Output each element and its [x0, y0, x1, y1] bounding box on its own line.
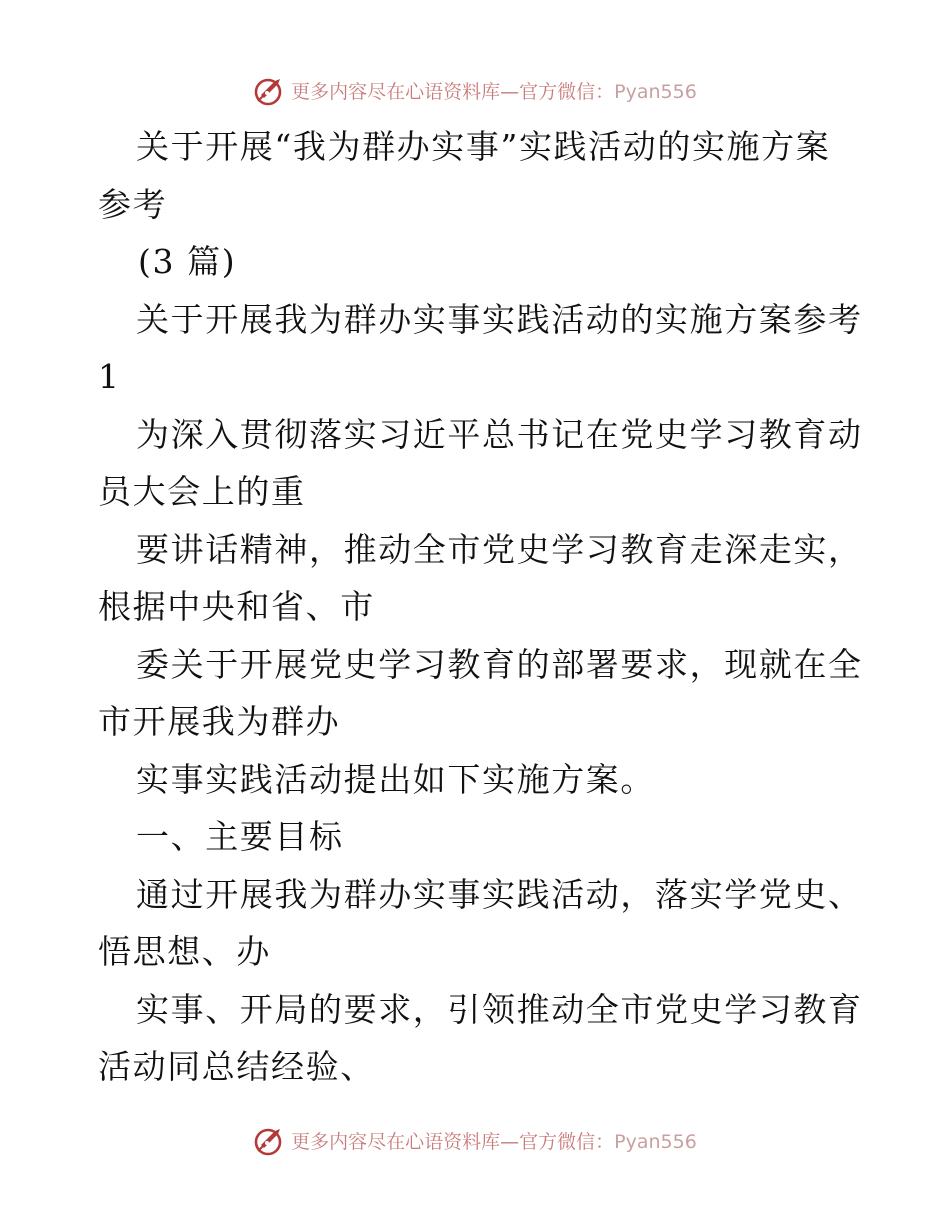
- paragraph-line: 委关于开展党史学习教育的部署要求，现就在全: [136, 644, 863, 684]
- watermark-wechat: Pyan556: [614, 80, 697, 103]
- document-body: [98, 118, 863, 1096]
- watermark-text: 更多内容尽在心语资料库—官方微信：: [291, 80, 615, 103]
- section-title-line-1: 关于开展我为群办实事实践活动的实施方案参考: [136, 299, 863, 339]
- pen-nib-logo-icon: [253, 73, 287, 107]
- heading-main-goal: 一、主要目标: [136, 817, 344, 856]
- watermark-wechat: Pyan556: [614, 1130, 697, 1153]
- title-count: (3 篇): [138, 242, 237, 281]
- title-line-2: 参考: [98, 184, 168, 224]
- paragraph-line: 员大会上的重: [98, 472, 306, 511]
- paragraph-line: 实事、开局的要求，引领推动全市党史学习教育: [136, 989, 863, 1029]
- paragraph-line: 通过开展我为群办实事实践活动，落实学党史、: [136, 874, 863, 914]
- paragraph-line: 要讲话精神，推动全市党史学习教育走深走实，: [136, 529, 863, 569]
- title-line-1: 关于开展“我为群办实事”实践活动的实施方案: [136, 127, 831, 166]
- paragraph-line: 悟思想、办: [98, 932, 271, 971]
- paragraph-line: 活动同总结经验、: [98, 1047, 375, 1086]
- footer-watermark: [0, 1122, 950, 1158]
- paragraph-line: 实事实践活动提出如下实施方案。: [136, 759, 655, 799]
- pen-nib-logo-icon: [253, 1123, 287, 1157]
- header-watermark: [0, 72, 950, 108]
- paragraph-line: 为深入贯彻落实习近平总书记在党史学习教育动: [136, 414, 863, 454]
- paragraph-line: 根据中央和省、市: [98, 587, 375, 626]
- watermark-text: 更多内容尽在心语资料库—官方微信：: [291, 1130, 615, 1153]
- section-title-line-2: 1: [98, 357, 121, 396]
- paragraph-line: 市开展我为群办: [98, 702, 341, 741]
